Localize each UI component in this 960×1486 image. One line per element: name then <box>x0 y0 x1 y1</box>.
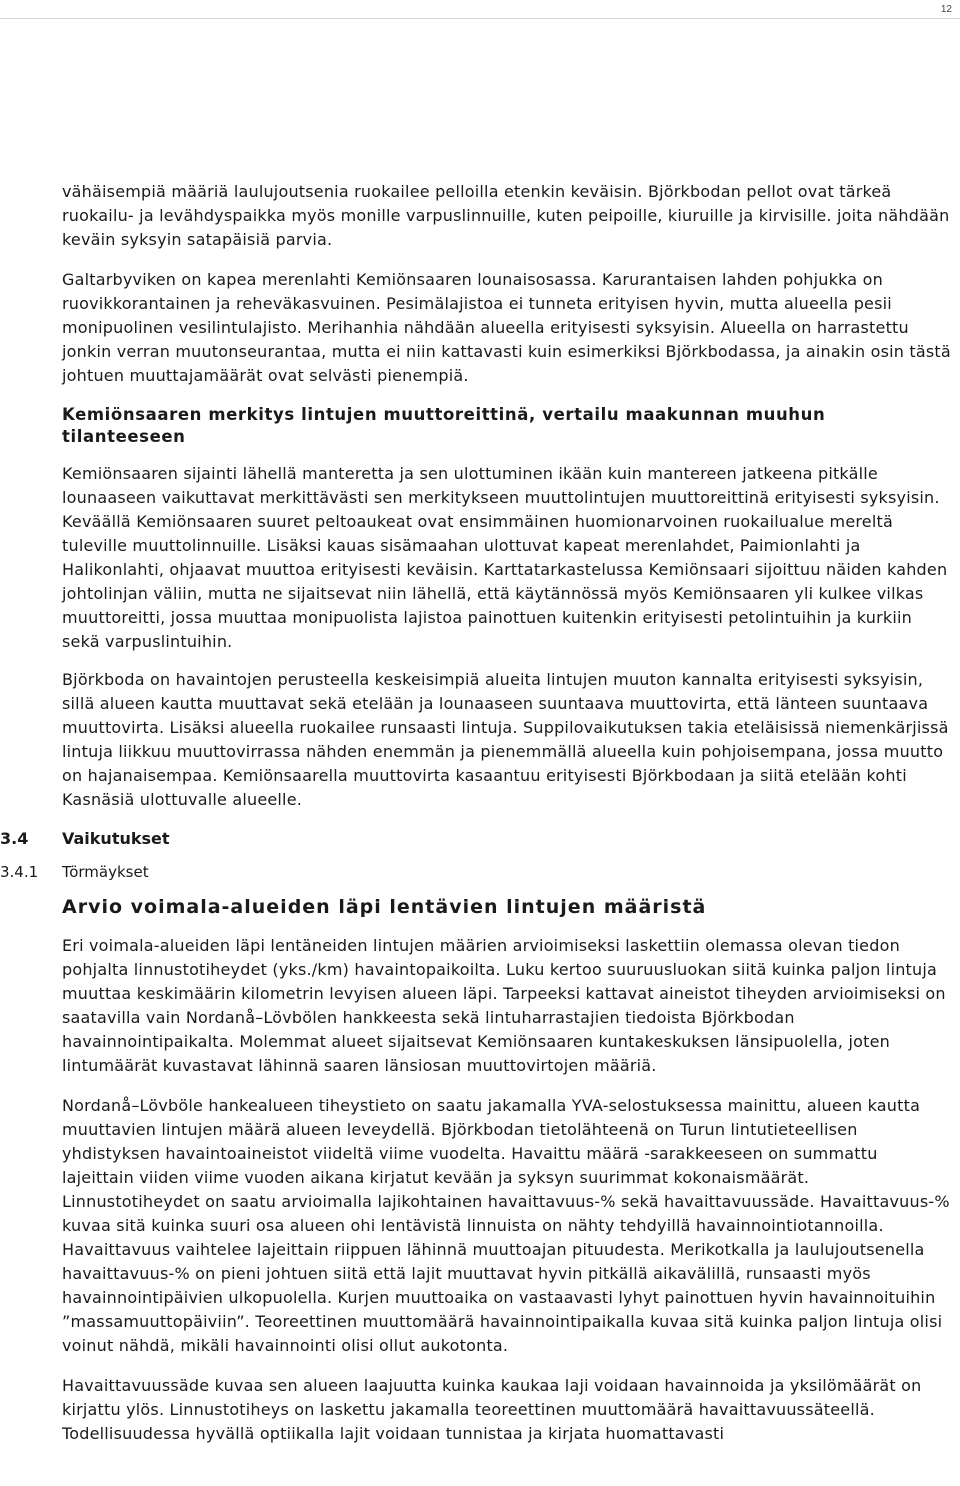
subsection-title: Törmäykset <box>62 863 149 881</box>
section-number: 3.4 <box>0 829 29 848</box>
paragraph: Havaittavuussäde kuvaa sen alueen laajuutta kuinka kaukaa laji voidaan havainnoida ja yksilömäärät on kirjattu ylös. Linnustotiheys on laskettu jakamalla teoreettinen muuttomäärä havaittavuussäteellä. Todellisuudessa hyvällä optiikalla lajit voidaan tunnistaa ja kirjata huomattavasti <box>62 1376 922 1443</box>
document-body <box>0 180 952 1462</box>
subsection-number: 3.4.1 <box>0 863 39 881</box>
paragraph: vähäisempiä määriä laulujoutsenia ruokailee pelloilla etenkin keväisin. Björkbodan pellot ovat tärkeä ruokailu- ja levähdyspaikka myös monille varpuslinnuille, kuten peipoille, kiuruille ja kirvisille. joita nähdään keväin syksyin satapäisiä parvia. <box>62 182 950 249</box>
subsection-heading <box>0 860 952 884</box>
paragraph: Galtarbyviken on kapea merenlahti Kemiönsaaren lounaisosassa. Karurantaisen lahden pohjukka on ruovikkorantainen ja reheväkasvuinen. Pesimälajistoa ei tunneta erityisen hyvin, mutta alueella pesii monipuolinen vesilintulajisto. Merihanhia nähdään alueella erityisesti syksyisin. Alueella on harrastettu jonkin verran muutonseurantaa, mutta ei niin kattavasti kuin esimerkiksi Björkbodassa, ja ainakin osin tästä johtuen muuttajamäärät ovat selvästi pienempiä. <box>62 270 951 385</box>
page-number: 12 <box>940 4 952 15</box>
paragraph: Nordanå–Lövböle hankealueen tiheystieto on saatu jakamalla YVA-selostuksessa mainittu, alueen kautta muuttavien lintujen määrä alueen leveydellä. Björkbodan tietolähteenä on Turun lintutieteellisen yhdistyksen havaintoaineistot viideltä viime vuodelta. Havaittu määrä -sarakkeeseen on summattu lajeittain viiden viime vuoden aikana kirjatut kevään ja syksyn suurimmat kokonaismäärät. Linnustotiheydet on saatu arvioimalla lajikohtainen havaittavuus-% sekä havaittavuussäde. Havaittavuus-% kuvaa sitä kuinka suuri osa alueen ohi lentävistä linnuista on nähty tehdyillä havainnointiotannoilla. Havaittavuus vaihtelee lajeittain riippuen lähinnä muuttoajan pituudesta. Merikotkalla ja laulujoutsenella havaittavuus-% on pieni johtuen siitä että lajit muuttavat hyvin pitkällä aikavälillä, runsaasti myös havainnointipäivien ulkopuolella. Kurjen muuttoaika on vastaavasti lyhyt painottuen hyvin havainnoituihin ”massamuuttopäiviin”. Teoreettinen muuttomäärä havainnointipaikalla kuvaa sitä kuinka paljon lintuja olisi voinut nähdä, mikäli havainnointi olisi ollut aukotonta. <box>62 1096 950 1355</box>
header-divider <box>0 18 960 19</box>
section-heading <box>0 826 952 852</box>
section-title: Vaikutukset <box>62 829 170 848</box>
paragraph: Kemiönsaaren sijainti lähellä manteretta ja sen ulottuminen ikään kuin mantereen jatkeena pitkälle lounaaseen vaikuttavat merkittävästi sen merkitykseen muuttolintujen muuttoreittinä erityisesti syksyisin. Keväällä Kemiönsaaren suuret peltoaukeat ovat ensimmäinen huomionarvoinen ruokailualue mereltä tuleville muuttolinnuille. Lisäksi kauas sisämaahan ulottuvat kapeat merenlahdet, Paimionlahti ja Halikonlahti, ohjaavat muuttoa erityisesti keväisin. Karttatarkastelussa Kemiönsaari sijoittuu näiden kahden johtolinjan väliin, mutta ne sijaitsevat niin lähellä, että käytännössä myös Kemiönsaaren yli kulkee vilkas muuttoreitti, jossa muuttaa monipuolista lajistoa painottuen kuitenkin erityisesti petolintuihin ja kurkiin sekä varpuslintuihin. <box>62 464 948 651</box>
paragraph: Eri voimala-alueiden läpi lentäneiden lintujen määrien arvioimiseksi laskettiin olemassa olevan tiedon pohjalta linnustotiheydet (yks./km) havaintopaikoilta. Luku kertoo suuruusluokan siitä kuinka paljon lintuja muuttaa keskimäärin kilometrin levyisen alueen läpi. Tarpeeksi kattavat aineistot tiheyden arvioimiseksi on saatavilla vain Nordanå–Lövbölen hankkeesta sekä lintuharrastajien tiedoista Björkbodan havainnointipaikalta. Molemmat alueet sijaitsevat Kemiönsaaren kuntakeskuksen länsipuolella, joten lintumäärät kuvastavat lähinnä saaren länsiosan muuttovirtojen määriä. <box>62 936 946 1075</box>
paragraph: Björkboda on havaintojen perusteella keskeisimpiä alueita lintujen muuton kannalta erityisesti syksyisin, sillä alueen kautta muuttavat sekä etelään ja lounaaseen suuntaava muuttovirta, että länteen suuntaava muuttovirta. Lisäksi alueella ruokailee runsaasti lintuja. Suppilovaikutuksen takia eteläisissä niemenkärjissä lintuja liikkuu muuttovirrassa nähden enemmän ja pienemmällä alueella kuin pohjoisempana, jossa muutto on hajanaisempaa. Kemiönsaarella muuttovirta kasaantuu erityisesti Björkbodaan ja siitä etelään kohti Kasnäsiä ulottuvalle alueelle. <box>62 670 949 809</box>
heading: Arvio voimala-alueiden läpi lentävien lintujen määristä <box>62 896 707 918</box>
subheading: Kemiönsaaren merkitys lintujen muuttoreittinä, vertailu maakunnan muuhun tilanteeseen <box>62 405 826 446</box>
